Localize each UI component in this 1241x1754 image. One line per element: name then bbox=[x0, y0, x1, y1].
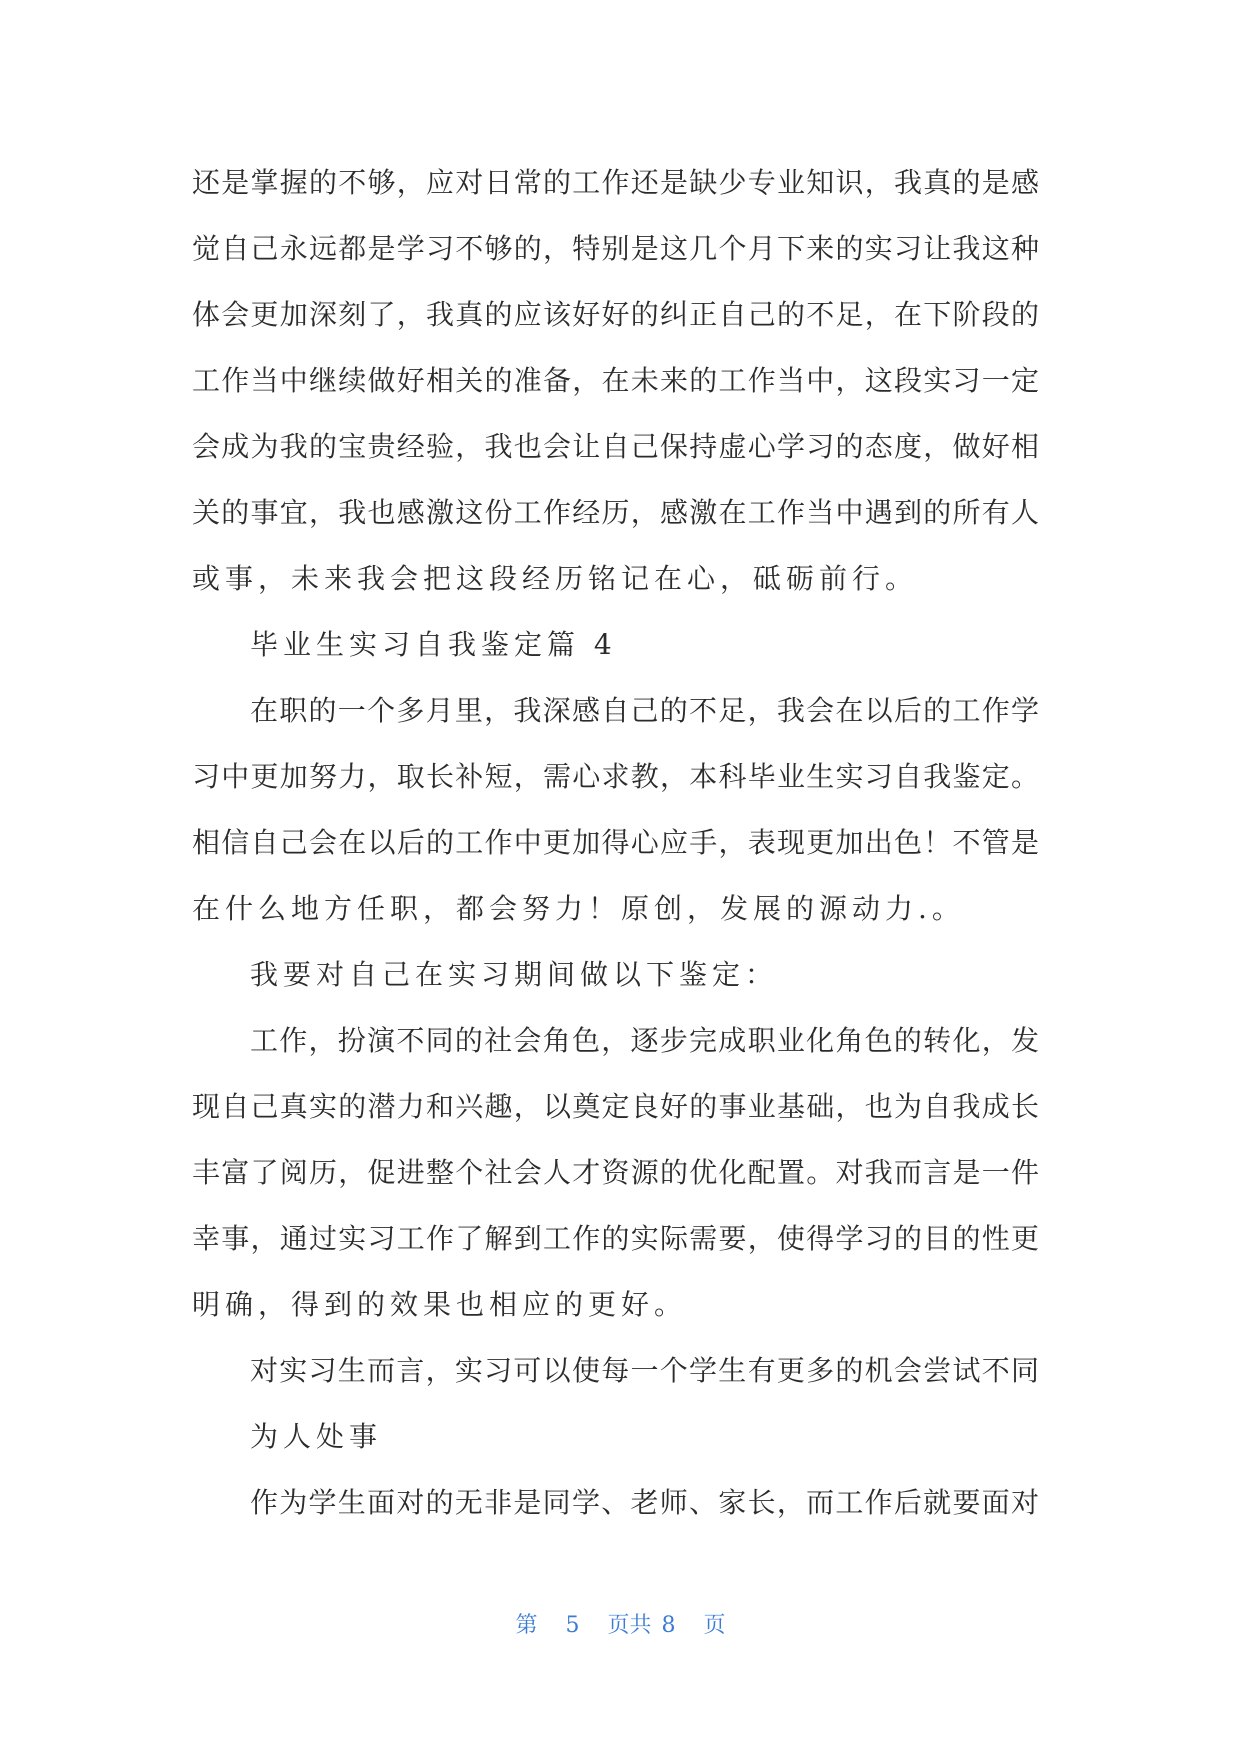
text-line: 在职的一个多月里，我深感自己的不足，我会在以后的工作学 bbox=[250, 694, 1039, 727]
text-line: 或事，未来我会把这段经历铭记在心，砥砺前行。 bbox=[192, 562, 919, 595]
text-line: 幸事，通过实习工作了解到工作的实际需要，使得学习的目的性更 bbox=[192, 1222, 1039, 1255]
text-line: 对实习生而言，实习可以使每一个学生有更多的机会尝试不同 bbox=[250, 1354, 1039, 1387]
footer-prefix: 第 bbox=[515, 1613, 538, 1638]
text-line: 习中更加努力，取长补短，需心求教，本科毕业生实习自我鉴定。 bbox=[192, 760, 1039, 793]
footer-suffix: 页 bbox=[703, 1613, 726, 1638]
text-line: 工作当中继续做好相关的准备，在未来的工作当中，这段实习一定 bbox=[192, 364, 1039, 397]
text-line: 我要对自己在实习期间做以下鉴定： bbox=[250, 958, 779, 991]
text-line: 体会更加深刻了，我真的应该好好的纠正自己的不足，在下阶段的 bbox=[192, 298, 1039, 331]
text-line: 现自己真实的潜力和兴趣，以奠定良好的事业基础，也为自我成长 bbox=[192, 1090, 1039, 1123]
text-line: 觉自己永远都是学习不够的，特别是这几个月下来的实习让我这种 bbox=[192, 232, 1039, 265]
current-page-number: 5 bbox=[565, 1613, 580, 1638]
text-line: 相信自己会在以后的工作中更加得心应手，表现更加出色！不管是 bbox=[192, 826, 1039, 859]
document-body bbox=[192, 150, 1039, 1536]
total-page-number: 8 bbox=[661, 1613, 676, 1638]
text-line: 作为学生面对的无非是同学、老师、家长，而工作后就要面对 bbox=[250, 1486, 1039, 1519]
text-line: 丰富了阅历，促进整个社会人才资源的优化配置。对我而言是一件 bbox=[192, 1156, 1039, 1189]
page-footer bbox=[0, 1608, 1241, 1639]
text-line: 还是掌握的不够，应对日常的工作还是缺少专业知识，我真的是感 bbox=[192, 166, 1039, 199]
text-line: 会成为我的宝贵经验，我也会让自己保持虚心学习的态度，做好相 bbox=[192, 430, 1039, 463]
text-line: 关的事宜，我也感激这份工作经历，感激在工作当中遇到的所有人 bbox=[192, 496, 1039, 529]
text-line: 毕业生实习自我鉴定篇 4 bbox=[250, 628, 617, 661]
text-line: 为人处事 bbox=[250, 1420, 383, 1453]
footer-middle: 页共 bbox=[607, 1613, 652, 1638]
text-line: 明确，得到的效果也相应的更好。 bbox=[192, 1288, 688, 1321]
text-line: 工作，扮演不同的社会角色，逐步完成职业化角色的转化，发 bbox=[250, 1024, 1039, 1057]
text-line: 在什么地方任职，都会努力！原创，发展的源动力.。 bbox=[192, 892, 965, 925]
